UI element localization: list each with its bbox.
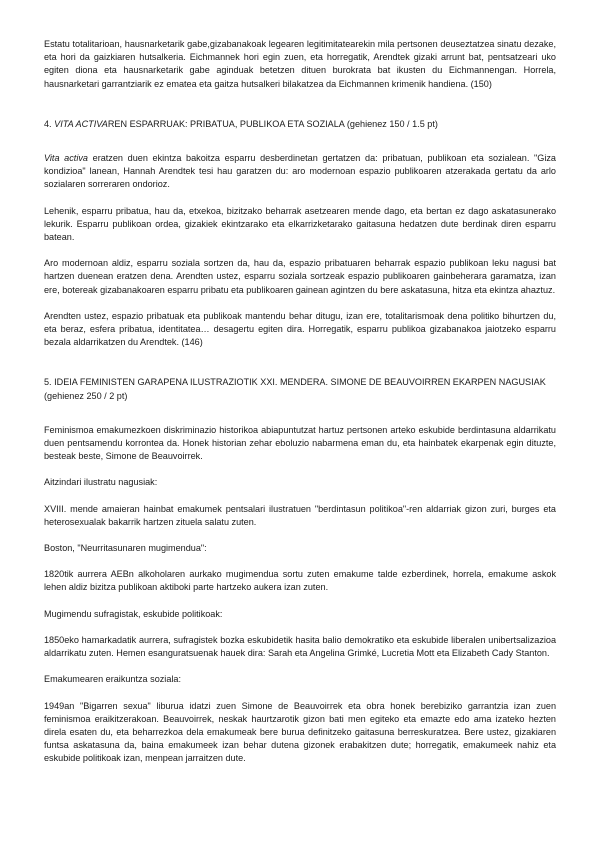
section-5-paragraph-5: 1949an "Bigarren sexua" liburua idatzi zuen Simone de Beauvoirrek eta obra honek berebiziko garrantzia izan zuen feminismoa eraikitzerakoan. Beauvoirrek, neskak haurtzarotik gizon bati men egiteko eta emazte edo ama izateko hezten direla esaten du, eta beharrezkoa dela emakumeak bere burua definitzeko gaitasuna berreskuratzea. Bere ustez, gizakiaren funtsa askatasuna da, baina emakumeek izan behar dutena gizonek erabakitzen dute; horregatik, emakumeek nahiz eta eskubide politikoak izan, menpean jarraitzen dute. bbox=[44, 700, 556, 764]
subtopic-label-boston: Boston, "Neurritasunaren mugimendua": bbox=[44, 543, 207, 554]
section-5-paragraph-2: XVIII. mende amaieran hainbat emakumek pentsalari ilustratuen "berdintasun politikoa"-ren aldarriak gizon zuri, burges eta heterosexualak bakarrik hartzen zituela salatu zuten. bbox=[44, 503, 556, 527]
section-5-paragraph-1: Feminismoa emakumezkoen diskriminazio historikoa abiapuntutzat hartuz pertsonen arteko eskubide berdintasuna aldarrikatu duen pentsamendu korrontea da. Honek historian zehar eboluzio nabarmena eman du, eta hainbatek ekarpenak egin dituzte, besteak beste, Simone de Beauvoirrek. bbox=[44, 424, 556, 462]
vita-activa-term: Vita activa bbox=[44, 153, 88, 164]
section-5-paragraph-4: 1850eko hamarkadatik aurrera, sufragistek bozka eskubidetik hasita balio demokratiko eta eskubide liberalen unibertsalizazioa aldarrikatu zuten. Hemen esanguratsuenak hauek dira: Sarah eta Angelina Grimké, Lucretia Mott eta Elizabeth Cady Stanton. bbox=[44, 634, 556, 659]
subtopic-label-eraikuntza: Emakumearen eraikuntza soziala: bbox=[44, 674, 181, 685]
intro-paragraph: Estatu totalitarioan, hausnarketarik gabe,gizabanakoak legearen legitimitatearekin mila pertsonen deuseztatzea sinatu dezake, eta hori da gaizkiaren hutsalkeria. Eichmannek hori egin zuen, eta horregatik, Arendtek gizaki arrunt bat, pentsatzeari uko egiten diona eta hausnarketarik gabe aginduak betetzen dituen burokrata bat ikusten du Eichmannengan. Horrela, hausnarketari garrantziarik ez ematea eta gaitza hutsalkeri bilakatzea da Eichmannen krimenik handiena. (150) bbox=[44, 39, 556, 89]
section-5-heading: 5. IDEIA FEMINISTEN GARAPENA ILUSTRAZIOTIK XXI. MENDERA. SIMONE DE BEAUVOIRREN EKARPEN NAGUSIAK (gehienez 250 / 2 pt) bbox=[44, 377, 546, 401]
subtopic-label-sufragistak: Mugimendu sufragistak, eskubide politikoak: bbox=[44, 608, 223, 619]
section-4-paragraph-1: Vita activa eratzen duen ekintza bakoitza esparru desberdinetan gertatzen da: pribatuan, publikoan eta sozialean. "Giza kondizioa" lanean, Hannah Arendtek tesi hau garatzen du: aro modernoan espazio publikoaren atzerakada gertatu da arlo sozialaren sorreraren ondorioz. bbox=[44, 153, 556, 190]
section-5-heading-note: (gehienez 250 / 2 pt) bbox=[44, 390, 128, 401]
section-4-paragraph-4: Arendten ustez, espazio pribatuak eta publikoak mantendu behar ditugu, izan ere, totalitarismoak dena politiko bihurtzen du, eta beraz, esfera pribatua, identitatea… desagertu egiten dira. Horregatik, esparru publikoa gizabanakoa jaiotzeko esparru bezala aldarrikatzen du Arendtek. (146) bbox=[44, 310, 556, 348]
subtopic-label-aitzindariak: Aitzindari ilustratu nagusiak: bbox=[44, 477, 158, 488]
section-4-paragraph-2: Lehenik, esparru pribatua, hau da, etxekoa, bizitzako beharrak asetzearen mende dago, eta bertan ez dago askatasunerako lekurik. Esparru publikoan ordea, gizakiek ekintzarako eta elkarrizketarako gaitasuna hedatzen dute berdinak diren esparru batean. bbox=[44, 205, 556, 243]
section-5-paragraph-3: 1820tik aurrera AEBn alkoholaren aurkako mugimendua sortu zuten emakume talde ezberdinek, horrela, emakume askok lehen aldiz bizitza publikoan aktiboki parte hartzeko aukera izan zuten. bbox=[44, 569, 556, 593]
section-4-heading-rest: REN ESPARRUAK: PRIBATUA, PUBLIKOA ETA SOZIALA (gehienez 150 / 1.5 pt) bbox=[107, 118, 438, 129]
section-4-heading bbox=[44, 118, 556, 131]
section-4-number: 4. bbox=[44, 118, 55, 129]
section-4-heading-italic: VITA ACTIVA bbox=[54, 118, 108, 129]
section-4-paragraph-3: Aro modernoan aldiz, esparru soziala sortzen da, hau da, espazio pribatuaren beharrak espazio publikoan leku nagusi bat hartzen duenean eratzen dena. Arendten ustez, esparru soziala sortzeak espazio publikoaren gainbeherara garamatza, izan ere, botereak gizabanakoaren esparru pribatu eta publikoaren gainean agintzen du bere askatasuna, hitza eta ekintza ahaztuz. bbox=[44, 258, 556, 295]
